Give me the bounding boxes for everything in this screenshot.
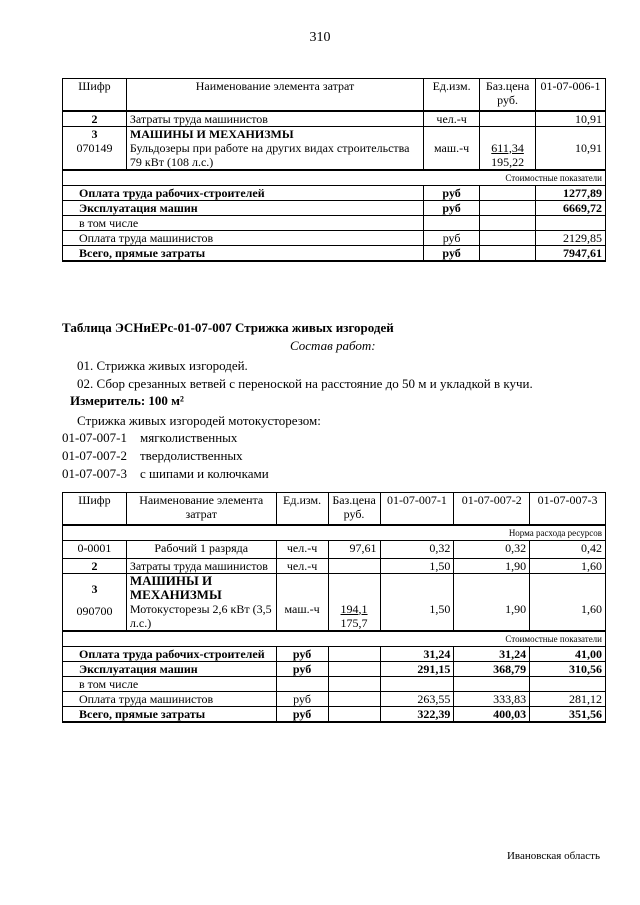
cost-name: Эксплуатация машин: [63, 200, 424, 215]
cost-row: [63, 185, 606, 200]
code: 01-07-007-3: [62, 466, 127, 481]
list-item: [62, 466, 269, 484]
cost-row: [63, 661, 606, 676]
base-price-bottom: 175,7: [340, 615, 368, 630]
cost-name: Оплата труда машинистов: [63, 230, 424, 245]
row-value-2: 1,90: [454, 573, 530, 631]
cost-value-3: 41,00: [530, 646, 606, 661]
row-unit: маш.-ч: [424, 126, 480, 170]
cost-unit: руб: [424, 200, 480, 215]
cost-unit: руб: [424, 245, 480, 261]
cost-name: в том числе: [63, 676, 277, 691]
cost-value-1: 322,39: [380, 706, 454, 722]
row-name: Затраты труда машинистов: [126, 111, 423, 127]
resource-table-01-07-007: [62, 492, 606, 723]
cost-name: Всего, прямые затраты: [63, 245, 424, 261]
row-name: Затраты труда машинистов: [126, 558, 276, 573]
cost-value-1: 291,15: [380, 661, 454, 676]
cost-unit: руб: [276, 661, 328, 676]
page-number: 310: [309, 30, 331, 45]
cost-value-2: 400,03: [454, 706, 530, 722]
base-price-bottom: 195,22: [491, 154, 525, 169]
header-name: Наименование элемента затрат: [126, 493, 276, 525]
table-title: Таблица ЭСНиЕРс-01-07-007 Стрижка живых изгородей: [62, 320, 394, 335]
table-row: [63, 573, 606, 631]
base-price-top: 194,1: [340, 601, 368, 616]
cost-unit: руб: [276, 691, 328, 706]
cost-row: [63, 200, 606, 215]
header-norm-3: 01-07-007-3: [530, 493, 606, 525]
row-unit: чел.-ч: [424, 111, 480, 127]
row-value-3: 1,60: [530, 573, 606, 631]
cost-row: [63, 230, 606, 245]
cost-value-3: 310,56: [530, 661, 606, 676]
work-item: 02. Сбор срезанных ветвей с переноской на расстояние до 50 м и укладкой в кучи.: [77, 376, 533, 391]
header-norm-2: 01-07-007-2: [454, 493, 530, 525]
cost-unit: руб: [276, 706, 328, 722]
cost-value-3: 351,56: [530, 706, 606, 722]
cost-name: Всего, прямые затраты: [63, 706, 277, 722]
cost-value-3: [530, 676, 606, 691]
cost-value-2: 31,24: [454, 646, 530, 661]
cost-unit: руб: [424, 185, 480, 200]
row-code: 3: [91, 126, 98, 141]
row-code: 2: [63, 558, 127, 573]
row-unit: маш.-ч: [276, 573, 328, 631]
cost-value: 1277,89: [536, 185, 606, 200]
cost-row: [63, 706, 606, 722]
row-name: Бульдозеры при работе на других видах строительства 79 кВт (108 л.с.): [129, 140, 410, 169]
row-code: 0-0001: [63, 540, 127, 558]
row-base-price: 97,61: [328, 540, 380, 558]
cost-value: 2129,85: [536, 230, 606, 245]
row-value-2: 1,90: [454, 558, 530, 573]
cost-name: Оплата труда рабочих-строителей: [63, 185, 424, 200]
cost-name: Эксплуатация машин: [63, 661, 277, 676]
cost-value-2: 333,83: [454, 691, 530, 706]
row-name: Рабочий 1 разряда: [126, 540, 276, 558]
row-value-1: 0,32: [380, 540, 454, 558]
work-item: 01. Стрижка живых изгородей.: [77, 358, 248, 373]
code-label: с шипами и колючками: [140, 466, 269, 481]
measure-unit: Измеритель: 100 м²: [70, 393, 184, 408]
cost-value-1: [380, 676, 454, 691]
cost-name: Оплата труда машинистов: [63, 691, 277, 706]
cost-unit: руб: [276, 646, 328, 661]
cost-value-2: [454, 676, 530, 691]
base-price-top: 611,34: [491, 140, 524, 155]
cost-row: [63, 245, 606, 261]
region-footer: Ивановская область: [506, 850, 600, 862]
row-base-price: [480, 111, 536, 127]
code-list: [62, 430, 269, 484]
list-item: [62, 430, 269, 448]
row-value-1: 1,50: [380, 573, 454, 631]
header-norm-1: 01-07-007-1: [380, 493, 454, 525]
cost-name: Оплата труда рабочих-строителей: [63, 646, 277, 661]
row-base-price: [328, 558, 380, 573]
table-row: [63, 126, 606, 170]
cost-row: [63, 676, 606, 691]
code: 01-07-007-2: [62, 448, 127, 463]
row-name: Мотокусторезы 2,6 кВт (3,5 л.с.): [129, 601, 272, 630]
cost-value-1: 263,55: [380, 691, 454, 706]
header-name: Наименование элемента затрат: [126, 79, 423, 111]
header-unit: Ед.изм.: [276, 493, 328, 525]
row-code: 070149: [76, 140, 113, 155]
cost-value-3: 281,12: [530, 691, 606, 706]
row-code: 3: [91, 581, 98, 596]
row-value-1: 1,50: [380, 558, 454, 573]
row-unit: чел.-ч: [276, 540, 328, 558]
cost-value: [536, 215, 606, 230]
row-unit: чел.-ч: [276, 558, 328, 573]
section-title: МАШИНЫ И МЕХАНИЗМЫ: [129, 126, 294, 141]
header-norm-01-07-006-1: 01-07-006-1: [536, 79, 606, 111]
header-base-price: Баз.цена руб.: [328, 493, 380, 525]
code: 01-07-007-1: [62, 430, 127, 445]
table-row: [63, 540, 606, 558]
header-unit: Ед.изм.: [424, 79, 480, 111]
cost-unit: руб: [424, 230, 480, 245]
code-label: мягколиственных: [140, 430, 238, 445]
table-row: [63, 111, 606, 127]
cost-row: [63, 691, 606, 706]
section-title: МАШИНЫ И МЕХАНИЗМЫ: [129, 572, 222, 602]
row-value-2: 0,32: [454, 540, 530, 558]
header-code: Шифр: [63, 79, 127, 111]
row-code: 2: [63, 111, 127, 127]
cost-value: 6669,72: [536, 200, 606, 215]
intro-text: Стрижка живых изгородей мотокусторезом:: [77, 413, 321, 428]
list-item: [62, 448, 269, 466]
cost-unit: [276, 676, 328, 691]
cost-unit: [424, 215, 480, 230]
header-code: Шифр: [63, 493, 127, 525]
composition-title: Состав работ:: [290, 338, 376, 353]
resource-table-01-07-006: [62, 78, 606, 262]
code-label: твердолиственных: [140, 448, 243, 463]
cost-value: 7947,61: [536, 245, 606, 261]
row-value-3: 0,42: [530, 540, 606, 558]
norm-header: Норма расхода ресурсов: [63, 525, 606, 541]
cost-row: [63, 646, 606, 661]
row-value: 10,91: [536, 111, 606, 127]
row-value-3: 1,60: [530, 558, 606, 573]
row-code: 090700: [76, 603, 113, 618]
header-base-price: Баз.цена руб.: [480, 79, 536, 111]
row-value: 10,91: [536, 126, 606, 170]
cost-name: в том числе: [63, 215, 424, 230]
cost-value-1: 31,24: [380, 646, 454, 661]
cost-indicators-header: Стоимостные показатели: [63, 170, 606, 186]
table-row: [63, 558, 606, 573]
cost-indicators-header: Стоимостные показатели: [63, 631, 606, 647]
cost-value-2: 368,79: [454, 661, 530, 676]
cost-row: [63, 215, 606, 230]
